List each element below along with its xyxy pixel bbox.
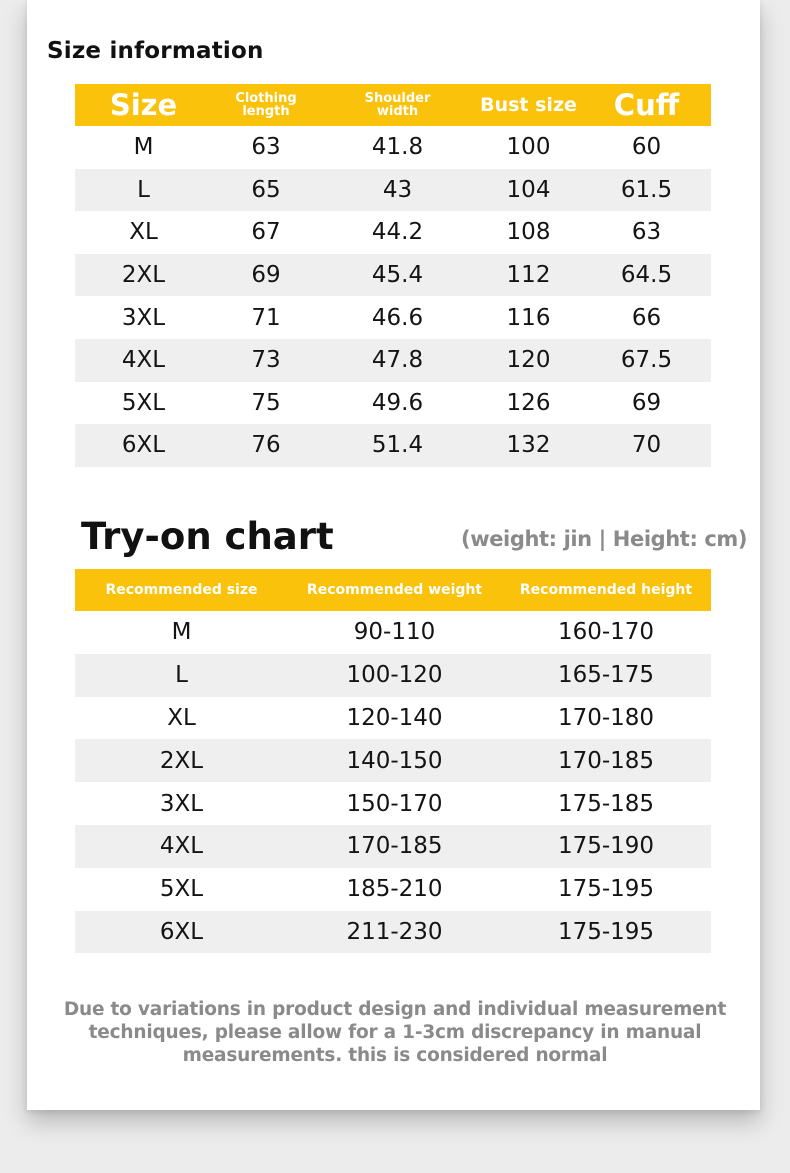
cell-recommended-weight: 100-120 bbox=[288, 654, 501, 697]
cell-bust-size: 132 bbox=[475, 424, 582, 467]
cell-shoulder-width: 45.4 bbox=[320, 254, 475, 297]
table-row bbox=[75, 654, 711, 697]
cell-recommended-weight: 170-185 bbox=[288, 825, 501, 868]
cell-recommended-height: 170-185 bbox=[501, 739, 711, 782]
cell-recommended-weight: 90-110 bbox=[353, 619, 436, 646]
size-information-title: Size information bbox=[47, 38, 264, 64]
cell-cuff: 64.5 bbox=[582, 254, 711, 297]
cell-recommended-weight: 185-210 bbox=[346, 876, 443, 903]
table-row bbox=[75, 339, 711, 382]
cell-clothing-length: 73 bbox=[212, 339, 320, 382]
cell-shoulder-width: 47.8 bbox=[320, 339, 475, 382]
cell-clothing-length: 76 bbox=[212, 424, 320, 467]
try-on-table-body bbox=[75, 611, 711, 953]
table-row bbox=[75, 254, 711, 297]
table-row bbox=[75, 211, 711, 254]
table-row bbox=[75, 739, 711, 782]
table-row bbox=[75, 825, 711, 868]
disclaimer-line: techniques, please allow for a 1-3cm discrepancy in manual bbox=[88, 1022, 702, 1043]
cell-recommended-weight: 120-140 bbox=[346, 704, 443, 731]
size-table-body bbox=[75, 126, 711, 467]
cell-bust-size: 126 bbox=[506, 389, 551, 416]
cell-shoulder-width: 41.8 bbox=[371, 134, 424, 161]
header-shoulder-width: Shoulder width bbox=[320, 84, 475, 126]
table-row bbox=[75, 424, 711, 467]
cell-cuff: 69 bbox=[631, 389, 662, 416]
table-row bbox=[75, 782, 711, 825]
cell-bust-size: 120 bbox=[475, 339, 582, 382]
try-on-chart-title: Try-on chart bbox=[81, 515, 334, 558]
cell-size: L bbox=[75, 169, 212, 212]
header-recommended-size: Recommended size bbox=[75, 569, 288, 611]
table-row bbox=[75, 169, 711, 212]
cell-recommended-height: 175-195 bbox=[557, 876, 655, 903]
cell-recommended-height: 175-190 bbox=[501, 825, 711, 868]
cell-recommended-weight: 150-170 bbox=[346, 790, 443, 817]
cell-recommended-height: 165-175 bbox=[501, 654, 711, 697]
measurement-disclaimer bbox=[40, 998, 750, 1067]
cell-bust-size: 104 bbox=[475, 169, 582, 212]
cell-recommended-size: 3XL bbox=[159, 790, 204, 817]
try-on-table bbox=[75, 569, 711, 953]
cell-clothing-length: 63 bbox=[251, 134, 281, 161]
cell-recommended-size: 6XL bbox=[75, 911, 288, 954]
table-row bbox=[75, 611, 711, 654]
cell-size: M bbox=[133, 134, 154, 161]
cell-shoulder-width: 49.6 bbox=[371, 389, 424, 416]
cell-size: 4XL bbox=[75, 339, 212, 382]
size-table-header-row bbox=[75, 84, 711, 126]
cell-clothing-length: 67 bbox=[251, 219, 281, 246]
cell-size: 6XL bbox=[75, 424, 212, 467]
header-cuff: Cuff bbox=[582, 84, 711, 126]
cell-recommended-height: 170-180 bbox=[557, 704, 655, 731]
cell-bust-size: 100 bbox=[506, 134, 551, 161]
unit-note: (weight: jin | Height: cm) bbox=[461, 527, 748, 551]
cell-shoulder-width: 46.6 bbox=[371, 304, 424, 331]
header-clothing-length: Clothing length bbox=[212, 84, 320, 126]
cell-cuff: 61.5 bbox=[582, 169, 711, 212]
cell-recommended-size: M bbox=[171, 619, 192, 646]
cell-shoulder-width: 51.4 bbox=[320, 424, 475, 467]
table-row bbox=[75, 126, 711, 169]
cell-recommended-height: 175-185 bbox=[557, 790, 655, 817]
cell-size: 2XL bbox=[75, 254, 212, 297]
cell-recommended-weight: 140-150 bbox=[288, 739, 501, 782]
cell-recommended-size: 4XL bbox=[75, 825, 288, 868]
cell-recommended-height: 175-195 bbox=[501, 911, 711, 954]
cell-cuff: 63 bbox=[631, 219, 662, 246]
cell-recommended-height: 160-170 bbox=[557, 619, 655, 646]
cell-cuff: 66 bbox=[631, 304, 662, 331]
try-on-table-header-row bbox=[75, 569, 711, 611]
cell-cuff: 60 bbox=[631, 134, 662, 161]
header-size: Size bbox=[75, 84, 212, 126]
cell-size: 3XL bbox=[121, 304, 166, 331]
cell-clothing-length: 65 bbox=[212, 169, 320, 212]
cell-recommended-weight: 211-230 bbox=[288, 911, 501, 954]
cell-recommended-size: XL bbox=[167, 704, 196, 731]
cell-recommended-size: L bbox=[75, 654, 288, 697]
cell-recommended-size: 2XL bbox=[75, 739, 288, 782]
size-table bbox=[75, 84, 711, 467]
table-row bbox=[75, 868, 711, 911]
cell-clothing-length: 75 bbox=[251, 389, 281, 416]
cell-size: 5XL bbox=[121, 389, 166, 416]
cell-bust-size: 108 bbox=[506, 219, 551, 246]
cell-shoulder-width: 43 bbox=[320, 169, 475, 212]
cell-cuff: 70 bbox=[582, 424, 711, 467]
header-recommended-weight: Recommended weight bbox=[288, 569, 501, 611]
header-bust-size: Bust size bbox=[475, 84, 582, 126]
cell-recommended-size: 5XL bbox=[159, 876, 204, 903]
cell-cuff: 67.5 bbox=[582, 339, 711, 382]
header-recommended-height: Recommended height bbox=[501, 569, 711, 611]
disclaimer-line: Due to variations in product design and individual measurement bbox=[63, 999, 727, 1020]
table-row bbox=[75, 697, 711, 740]
cell-shoulder-width: 44.2 bbox=[371, 219, 424, 246]
cell-bust-size: 116 bbox=[506, 304, 551, 331]
table-row bbox=[75, 296, 711, 339]
cell-clothing-length: 69 bbox=[212, 254, 320, 297]
cell-clothing-length: 71 bbox=[251, 304, 281, 331]
disclaimer-line: measurements. this is considered normal bbox=[182, 1045, 608, 1066]
cell-size: XL bbox=[129, 219, 158, 246]
cell-bust-size: 112 bbox=[475, 254, 582, 297]
table-row bbox=[75, 382, 711, 425]
table-row bbox=[75, 911, 711, 954]
